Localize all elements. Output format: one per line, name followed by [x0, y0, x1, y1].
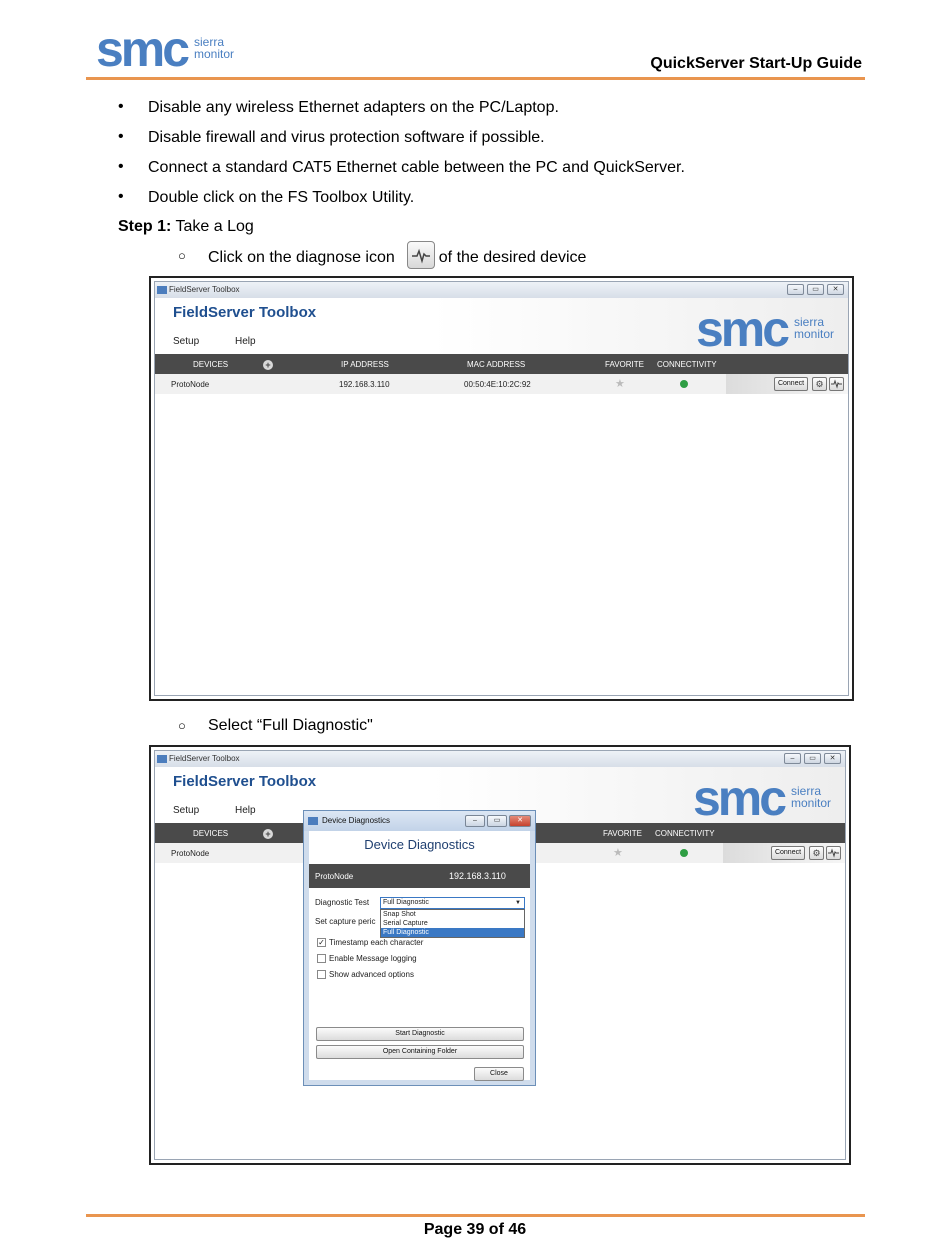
- device-row[interactable]: ProtoNode 192.168.3.110 00:50:4E:10:2C:92 ★ Connect ⚙: [155, 374, 848, 394]
- dialog-titlebar: Device Diagnostics – ▭ ✕: [304, 811, 535, 831]
- message-logging-checkbox[interactable]: [317, 954, 326, 963]
- minimize-button[interactable]: –: [784, 753, 801, 764]
- toolbox-screenshot: [149, 276, 854, 701]
- device-row[interactable]: ProtoNode ★ Connect ⚙: [155, 843, 845, 863]
- diagnose-icon: [407, 241, 435, 269]
- add-device-icon[interactable]: +: [263, 829, 273, 839]
- svg-text:monitor: monitor: [794, 327, 835, 341]
- device-grid-header: DEVICES + FAVORITE CONNECTIVITY: [155, 823, 845, 843]
- timestamp-checkbox[interactable]: ✓: [318, 938, 325, 947]
- svg-text:monitor: monitor: [791, 796, 832, 810]
- option-serial-capture[interactable]: Serial Capture: [383, 920, 428, 927]
- connect-button[interactable]: Connect: [771, 846, 805, 860]
- status-indicator: [680, 849, 688, 857]
- close-button[interactable]: ✕: [827, 284, 844, 295]
- smc-logo: [96, 26, 246, 72]
- diagnostics-screenshot: [149, 745, 851, 1165]
- smc-logo: [693, 775, 839, 819]
- timestamp-label: Timestamp each character: [329, 938, 424, 947]
- window-titlebar: FieldServer Toolbox – ▭ ✕: [155, 282, 848, 298]
- header-divider: [86, 77, 865, 80]
- maximize-button[interactable]: ▭: [807, 284, 824, 295]
- status-indicator: [680, 380, 688, 388]
- start-diagnostic-button[interactable]: Start Diagnostic: [316, 1027, 524, 1041]
- capture-period-label: Set capture peric: [315, 917, 376, 926]
- menu-setup[interactable]: Setup: [173, 336, 200, 347]
- dialog-heading: Device Diagnostics: [364, 837, 475, 852]
- step-heading: Step 1: Take a Log: [118, 218, 254, 235]
- device-info-bar: ProtoNode 192.168.3.110: [309, 864, 530, 888]
- app-title: FieldServer Toolbox: [173, 773, 317, 790]
- advanced-options-checkbox[interactable]: [317, 970, 326, 979]
- minimize-button[interactable]: –: [465, 815, 485, 827]
- diagnostic-test-label: Diagnostic Test: [315, 898, 370, 907]
- page-number: Page 39 of 46: [423, 1221, 527, 1238]
- svg-text:smc: smc: [696, 306, 788, 350]
- menu-setup[interactable]: Setup: [173, 805, 200, 816]
- gear-icon[interactable]: ⚙: [809, 846, 824, 860]
- star-icon[interactable]: ★: [613, 847, 623, 859]
- open-folder-button[interactable]: Open Containing Folder: [316, 1045, 524, 1059]
- gear-icon[interactable]: ⚙: [812, 377, 827, 391]
- message-logging-label: Enable Message logging: [329, 954, 417, 963]
- star-icon[interactable]: ★: [615, 378, 625, 390]
- option-full-diagnostic[interactable]: Full Diagnostic: [381, 928, 524, 937]
- logo-monitor: monitor: [194, 47, 235, 61]
- app-icon: [157, 755, 167, 763]
- maximize-button[interactable]: ▭: [487, 815, 507, 827]
- device-grid-header: DEVICES + IP ADDRESS MAC ADDRESS FAVORITE CONNECTIVITY: [155, 354, 848, 374]
- logo-text: smc: [96, 26, 188, 72]
- minimize-button[interactable]: –: [787, 284, 804, 295]
- diagnose-icon[interactable]: [829, 377, 844, 391]
- close-button[interactable]: ✕: [509, 815, 531, 827]
- app-icon: [308, 817, 318, 825]
- close-button[interactable]: ✕: [824, 753, 841, 764]
- svg-text:sierra: sierra: [791, 784, 822, 798]
- device-diagnostics-dialog: [303, 810, 536, 1086]
- svg-text:sierra: sierra: [794, 315, 825, 329]
- add-device-icon[interactable]: +: [263, 360, 273, 370]
- close-dialog-button[interactable]: Close: [474, 1067, 524, 1081]
- diagnose-icon[interactable]: [826, 846, 841, 860]
- app-icon: [157, 286, 167, 294]
- app-title: FieldServer Toolbox: [173, 304, 317, 321]
- menu-help[interactable]: Help: [235, 805, 256, 816]
- advanced-options-label: Show advanced options: [329, 970, 414, 979]
- option-snap-shot[interactable]: Snap Shot: [383, 911, 416, 918]
- document-title: QuickServer Start-Up Guide: [650, 55, 862, 72]
- smc-logo: [696, 306, 842, 350]
- connect-button[interactable]: Connect: [774, 377, 808, 391]
- diagnostic-test-select[interactable]: Full Diagnostic ▼: [380, 897, 525, 909]
- maximize-button[interactable]: ▭: [804, 753, 821, 764]
- svg-text:smc: smc: [693, 775, 785, 819]
- logo-sierra: sierra: [194, 35, 225, 49]
- window-titlebar: FieldServer Toolbox – ▭ ✕: [155, 751, 845, 767]
- diagnostic-options-list: [380, 909, 525, 938]
- footer-divider: [86, 1214, 865, 1217]
- chevron-down-icon: ▼: [515, 900, 521, 906]
- menu-help[interactable]: Help: [235, 336, 256, 347]
